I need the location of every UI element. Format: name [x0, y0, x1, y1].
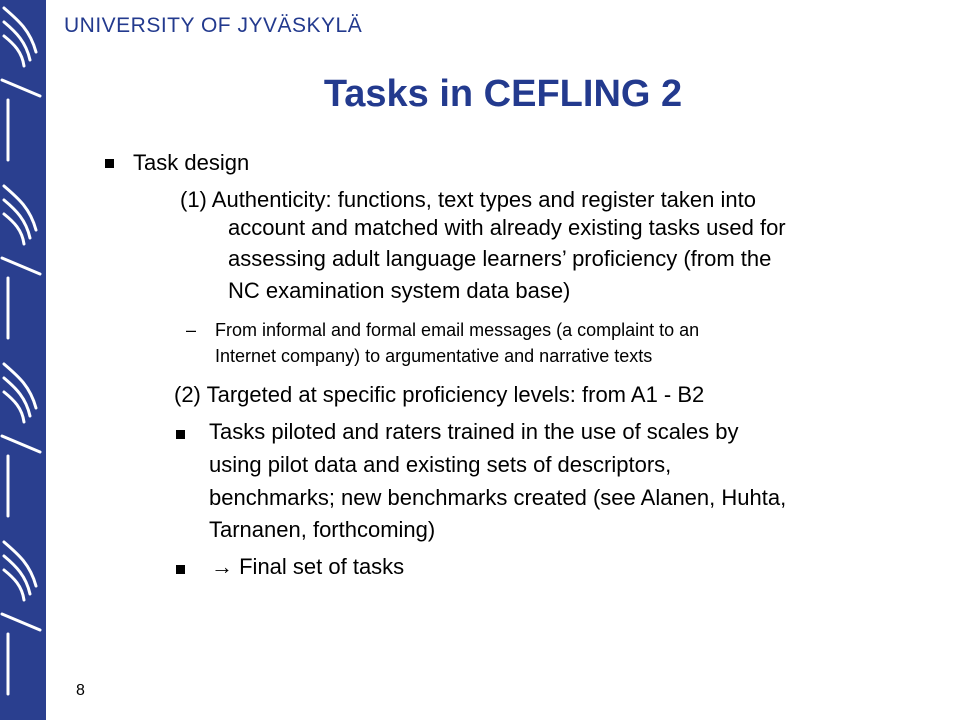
page-number: 8 — [76, 682, 85, 699]
item1-line: (1) Authenticity: functions, text types and register taken into — [180, 187, 756, 212]
item1-line: assessing adult language learners’ proficiency (from the — [228, 246, 772, 271]
slide-title: Tasks in CEFLING 2 — [323, 73, 683, 115]
bullet-text-task-design: Task design — [133, 150, 250, 175]
bullet2-line: using pilot data and existing sets of descriptors, — [209, 452, 672, 477]
sub-line: Internet company) to argumentative and narrative texts — [215, 346, 653, 366]
bullet-marker — [176, 430, 185, 439]
bullet3-text: → Final set of tasks — [211, 554, 405, 579]
sub-line: From informal and formal email messages (a complaint to an — [215, 320, 700, 340]
bullet-marker — [105, 159, 114, 168]
item2-line: (2) Targeted at specific proficiency levels: from A1 - B2 — [174, 382, 705, 407]
bullet2-line: benchmarks; new benchmarks created (see Alanen, Huhta, — [209, 485, 787, 510]
bullet-marker — [176, 565, 185, 574]
item1-line: NC examination system data base) — [228, 278, 571, 303]
item1-line: account and matched with already existing tasks used for — [228, 215, 786, 240]
sub-dash: – — [186, 320, 197, 340]
university-name: UNIVERSITY OF JYVÄSKYLÄ — [64, 14, 363, 37]
bullet2-line: Tasks piloted and raters trained in the use of scales by — [209, 419, 739, 444]
bullet2-line: Tarnanen, forthcoming) — [209, 517, 436, 542]
